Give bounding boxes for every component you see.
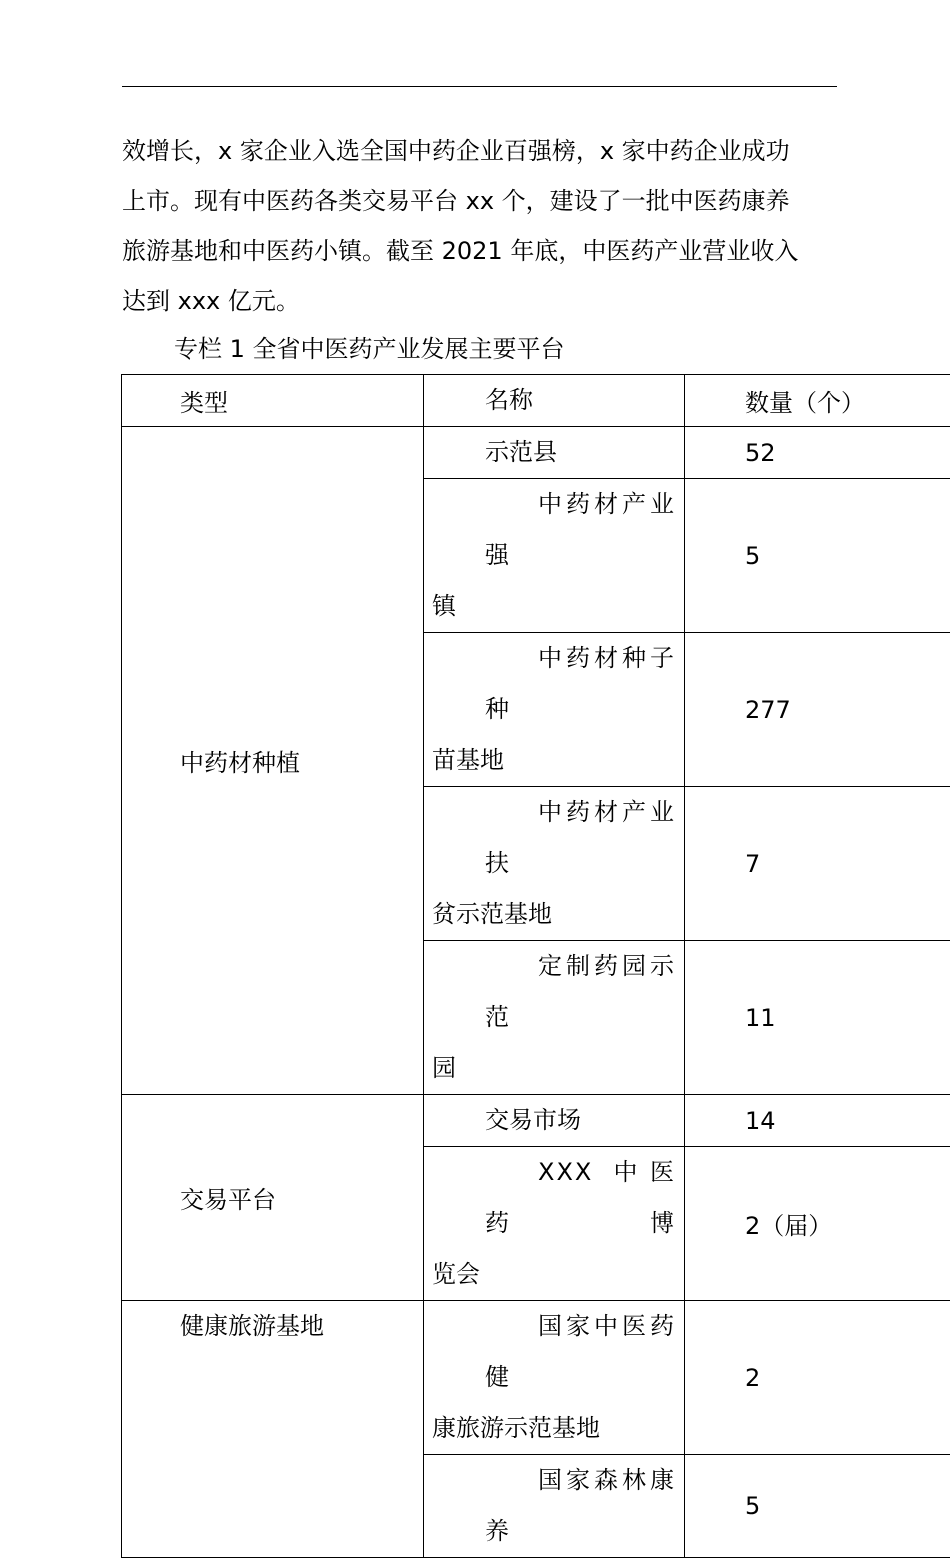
header-name-label: 名称 xyxy=(432,375,676,426)
header-name xyxy=(424,375,685,427)
paragraph-line: 旅游基地和中医药小镇。截至 2021 年底，中医药产业营业收入 xyxy=(122,226,852,276)
name-line: 贫示范基地 xyxy=(432,900,552,928)
name-line: 交易市场 xyxy=(432,1095,676,1146)
paragraph-line: 效增长，x 家企业入选全国中药企业百强榜，x 家中药企业成功 xyxy=(122,126,852,176)
count-cell: 14 xyxy=(685,1095,950,1147)
name-cell xyxy=(424,1301,685,1455)
name-line: 国家中医药健 xyxy=(432,1301,676,1403)
paragraph-line: 达到 xxx 亿元。 xyxy=(122,276,852,326)
name-line: 示范县 xyxy=(432,427,676,478)
group-type-cell: 交易平台 xyxy=(122,1095,424,1301)
name-line: 苗基地 xyxy=(432,746,504,774)
platform-table xyxy=(121,374,950,1558)
body-paragraph xyxy=(122,126,852,326)
count-cell: 11 xyxy=(685,941,950,1095)
name-line: 定制药园示范 xyxy=(432,941,676,1043)
group-type-cell xyxy=(122,1301,424,1558)
paragraph-line: 上市。现有中医药各类交易平台 xx 个，建设了一批中医药康养 xyxy=(122,176,852,226)
table-header-row xyxy=(122,375,950,427)
name-cell xyxy=(424,427,685,479)
group-type-cell: 中药材种植 xyxy=(122,427,424,1095)
name-line: 中药材产业强 xyxy=(432,479,676,581)
name-cell xyxy=(424,941,685,1095)
table-caption: 专栏 1 全省中医药产业发展主要平台 xyxy=(174,325,565,373)
name-cell xyxy=(424,1455,685,1558)
name-line: XXX 中医药博 xyxy=(432,1147,676,1249)
count-cell: 52 xyxy=(685,427,950,479)
count-cell: 2 xyxy=(685,1301,950,1455)
name-cell xyxy=(424,1147,685,1301)
count-cell: 5 xyxy=(685,1455,950,1558)
count-cell: 2（届） xyxy=(685,1147,950,1301)
table-row xyxy=(122,427,950,479)
header-type: 类型 xyxy=(122,375,424,427)
name-line: 中药材产业扶 xyxy=(432,787,676,889)
name-line: 中药材种子种 xyxy=(432,633,676,735)
count-cell: 7 xyxy=(685,787,950,941)
name-cell xyxy=(424,633,685,787)
name-line: 镇 xyxy=(432,592,456,620)
count-cell: 277 xyxy=(685,633,950,787)
name-line: 览会 xyxy=(432,1260,480,1288)
header-rule xyxy=(122,86,837,87)
name-cell xyxy=(424,787,685,941)
group-type-label: 健康旅游基地 xyxy=(180,1301,423,1351)
name-line: 园 xyxy=(432,1054,456,1082)
header-count: 数量（个） xyxy=(685,375,950,427)
name-line: 国家森林康养 xyxy=(432,1455,676,1557)
table-row xyxy=(122,1301,950,1455)
table-row xyxy=(122,1095,950,1147)
name-cell xyxy=(424,1095,685,1147)
count-cell: 5 xyxy=(685,479,950,633)
name-line: 康旅游示范基地 xyxy=(432,1414,600,1442)
name-cell xyxy=(424,479,685,633)
